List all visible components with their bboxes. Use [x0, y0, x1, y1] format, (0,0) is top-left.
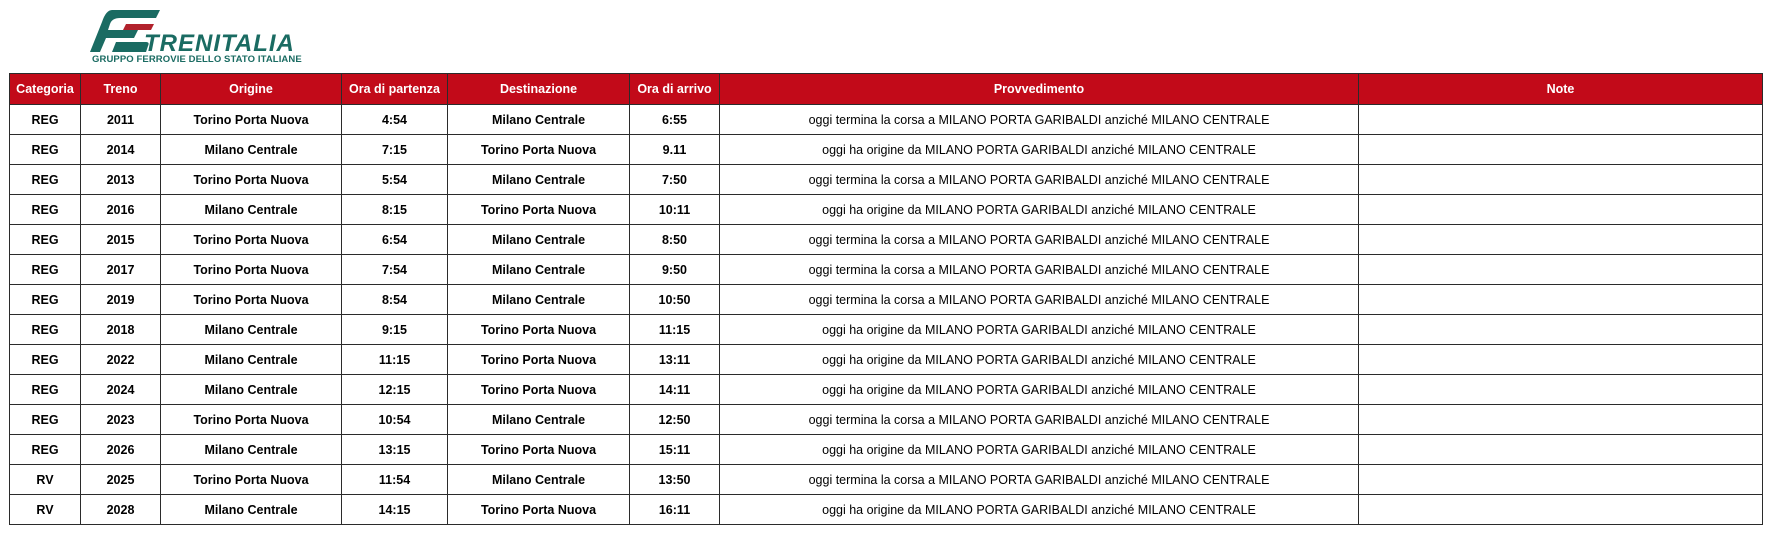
table-body — [10, 105, 1763, 525]
cell-note — [1359, 375, 1763, 405]
cell-ora-partenza: 13:15 — [342, 435, 448, 465]
cell-destinazione: Milano Centrale — [448, 405, 630, 435]
header-note: Note — [1359, 74, 1763, 105]
cell-note — [1359, 405, 1763, 435]
cell-destinazione: Milano Centrale — [448, 465, 630, 495]
cell-categoria: REG — [10, 255, 81, 285]
cell-destinazione: Torino Porta Nuova — [448, 195, 630, 225]
cell-ora-arrivo: 9:50 — [630, 255, 720, 285]
cell-origine: Milano Centrale — [161, 375, 342, 405]
cell-ora-arrivo: 16:11 — [630, 495, 720, 525]
cell-treno: 2015 — [81, 225, 161, 255]
table-row — [10, 135, 1763, 165]
cell-note — [1359, 165, 1763, 195]
table-row — [10, 495, 1763, 525]
cell-categoria: REG — [10, 375, 81, 405]
cell-provvedimento: oggi ha origine da MILANO PORTA GARIBALDI anziché MILANO CENTRALE — [720, 495, 1359, 525]
cell-ora-arrivo: 12:50 — [630, 405, 720, 435]
cell-destinazione: Milano Centrale — [448, 255, 630, 285]
cell-treno: 2017 — [81, 255, 161, 285]
cell-ora-arrivo: 13:50 — [630, 465, 720, 495]
table-row — [10, 255, 1763, 285]
cell-treno: 2011 — [81, 105, 161, 135]
table-row — [10, 315, 1763, 345]
cell-provvedimento: oggi termina la corsa a MILANO PORTA GARIBALDI anziché MILANO CENTRALE — [720, 255, 1359, 285]
cell-ora-partenza: 12:15 — [342, 375, 448, 405]
cell-destinazione: Torino Porta Nuova — [448, 345, 630, 375]
cell-ora-arrivo: 11:15 — [630, 315, 720, 345]
cell-categoria: REG — [10, 195, 81, 225]
cell-treno: 2013 — [81, 165, 161, 195]
cell-ora-partenza: 6:54 — [342, 225, 448, 255]
header-ora-partenza: Ora di partenza — [342, 74, 448, 105]
cell-ora-partenza: 7:54 — [342, 255, 448, 285]
cell-ora-partenza: 11:54 — [342, 465, 448, 495]
cell-note — [1359, 435, 1763, 465]
cell-provvedimento: oggi termina la corsa a MILANO PORTA GARIBALDI anziché MILANO CENTRALE — [720, 285, 1359, 315]
table-row — [10, 375, 1763, 405]
table-row — [10, 465, 1763, 495]
cell-categoria: REG — [10, 105, 81, 135]
cell-ora-arrivo: 13:11 — [630, 345, 720, 375]
brand-subtitle: GRUPPO FERROVIE DELLO STATO ITALIANE — [92, 54, 302, 65]
cell-ora-arrivo: 15:11 — [630, 435, 720, 465]
cell-ora-arrivo: 9.11 — [630, 135, 720, 165]
cell-treno: 2014 — [81, 135, 161, 165]
cell-ora-partenza: 8:54 — [342, 285, 448, 315]
table-row — [10, 195, 1763, 225]
cell-categoria: REG — [10, 345, 81, 375]
cell-origine: Milano Centrale — [161, 345, 342, 375]
cell-ora-partenza: 7:15 — [342, 135, 448, 165]
train-changes-table — [9, 73, 1763, 525]
cell-provvedimento: oggi ha origine da MILANO PORTA GARIBALDI anziché MILANO CENTRALE — [720, 135, 1359, 165]
cell-ora-arrivo: 10:50 — [630, 285, 720, 315]
cell-note — [1359, 135, 1763, 165]
cell-provvedimento: oggi termina la corsa a MILANO PORTA GARIBALDI anziché MILANO CENTRALE — [720, 225, 1359, 255]
cell-categoria: REG — [10, 285, 81, 315]
cell-treno: 2019 — [81, 285, 161, 315]
cell-treno: 2026 — [81, 435, 161, 465]
cell-treno: 2024 — [81, 375, 161, 405]
cell-destinazione: Torino Porta Nuova — [448, 135, 630, 165]
cell-ora-partenza: 5:54 — [342, 165, 448, 195]
cell-note — [1359, 285, 1763, 315]
cell-categoria: REG — [10, 135, 81, 165]
cell-categoria: RV — [10, 465, 81, 495]
cell-treno: 2023 — [81, 405, 161, 435]
cell-ora-arrivo: 14:11 — [630, 375, 720, 405]
cell-provvedimento: oggi ha origine da MILANO PORTA GARIBALDI anziché MILANO CENTRALE — [720, 375, 1359, 405]
cell-treno: 2022 — [81, 345, 161, 375]
cell-note — [1359, 255, 1763, 285]
cell-origine: Milano Centrale — [161, 195, 342, 225]
cell-provvedimento: oggi ha origine da MILANO PORTA GARIBALDI anziché MILANO CENTRALE — [720, 435, 1359, 465]
cell-destinazione: Milano Centrale — [448, 225, 630, 255]
table-row — [10, 105, 1763, 135]
brand-name: TRENITALIA — [144, 30, 295, 57]
table-row — [10, 345, 1763, 375]
cell-provvedimento: oggi termina la corsa a MILANO PORTA GARIBALDI anziché MILANO CENTRALE — [720, 105, 1359, 135]
cell-categoria: REG — [10, 225, 81, 255]
cell-destinazione: Torino Porta Nuova — [448, 315, 630, 345]
table-row — [10, 285, 1763, 315]
cell-destinazione: Torino Porta Nuova — [448, 435, 630, 465]
cell-categoria: REG — [10, 435, 81, 465]
table-row — [10, 165, 1763, 195]
cell-ora-arrivo: 7:50 — [630, 165, 720, 195]
header-destinazione: Destinazione — [448, 74, 630, 105]
header-ora-arrivo: Ora di arrivo — [630, 74, 720, 105]
cell-note — [1359, 225, 1763, 255]
cell-note — [1359, 105, 1763, 135]
cell-note — [1359, 195, 1763, 225]
cell-origine: Milano Centrale — [161, 495, 342, 525]
cell-treno: 2028 — [81, 495, 161, 525]
cell-categoria: REG — [10, 405, 81, 435]
cell-ora-partenza: 4:54 — [342, 105, 448, 135]
table-row — [10, 405, 1763, 435]
cell-origine: Torino Porta Nuova — [161, 465, 342, 495]
trenitalia-logo — [90, 8, 302, 66]
cell-provvedimento: oggi ha origine da MILANO PORTA GARIBALDI anziché MILANO CENTRALE — [720, 195, 1359, 225]
cell-origine: Torino Porta Nuova — [161, 405, 342, 435]
cell-provvedimento: oggi termina la corsa a MILANO PORTA GARIBALDI anziché MILANO CENTRALE — [720, 465, 1359, 495]
cell-treno: 2016 — [81, 195, 161, 225]
cell-note — [1359, 315, 1763, 345]
cell-destinazione: Milano Centrale — [448, 285, 630, 315]
header-treno: Treno — [81, 74, 161, 105]
cell-treno: 2018 — [81, 315, 161, 345]
table-row — [10, 225, 1763, 255]
cell-ora-partenza: 8:15 — [342, 195, 448, 225]
cell-treno: 2025 — [81, 465, 161, 495]
cell-origine: Milano Centrale — [161, 315, 342, 345]
cell-provvedimento: oggi ha origine da MILANO PORTA GARIBALDI anziché MILANO CENTRALE — [720, 315, 1359, 345]
cell-ora-partenza: 9:15 — [342, 315, 448, 345]
cell-origine: Milano Centrale — [161, 135, 342, 165]
cell-categoria: REG — [10, 315, 81, 345]
cell-ora-partenza: 10:54 — [342, 405, 448, 435]
cell-destinazione: Torino Porta Nuova — [448, 375, 630, 405]
cell-provvedimento: oggi termina la corsa a MILANO PORTA GARIBALDI anziché MILANO CENTRALE — [720, 165, 1359, 195]
header-categoria: Categoria — [10, 74, 81, 105]
cell-ora-arrivo: 8:50 — [630, 225, 720, 255]
cell-origine: Milano Centrale — [161, 435, 342, 465]
cell-origine: Torino Porta Nuova — [161, 105, 342, 135]
cell-ora-partenza: 14:15 — [342, 495, 448, 525]
cell-destinazione: Torino Porta Nuova — [448, 495, 630, 525]
cell-note — [1359, 465, 1763, 495]
cell-origine: Torino Porta Nuova — [161, 255, 342, 285]
cell-categoria: REG — [10, 165, 81, 195]
cell-categoria: RV — [10, 495, 81, 525]
cell-ora-arrivo: 10:11 — [630, 195, 720, 225]
cell-note — [1359, 345, 1763, 375]
cell-provvedimento: oggi ha origine da MILANO PORTA GARIBALDI anziché MILANO CENTRALE — [720, 345, 1359, 375]
header-provvedimento: Provvedimento — [720, 74, 1359, 105]
cell-destinazione: Milano Centrale — [448, 165, 630, 195]
table-header-row — [10, 74, 1763, 105]
cell-note — [1359, 495, 1763, 525]
cell-origine: Torino Porta Nuova — [161, 225, 342, 255]
table-row — [10, 435, 1763, 465]
cell-ora-partenza: 11:15 — [342, 345, 448, 375]
cell-origine: Torino Porta Nuova — [161, 285, 342, 315]
cell-destinazione: Milano Centrale — [448, 105, 630, 135]
cell-ora-arrivo: 6:55 — [630, 105, 720, 135]
header-origine: Origine — [161, 74, 342, 105]
cell-origine: Torino Porta Nuova — [161, 165, 342, 195]
cell-provvedimento: oggi termina la corsa a MILANO PORTA GARIBALDI anziché MILANO CENTRALE — [720, 405, 1359, 435]
